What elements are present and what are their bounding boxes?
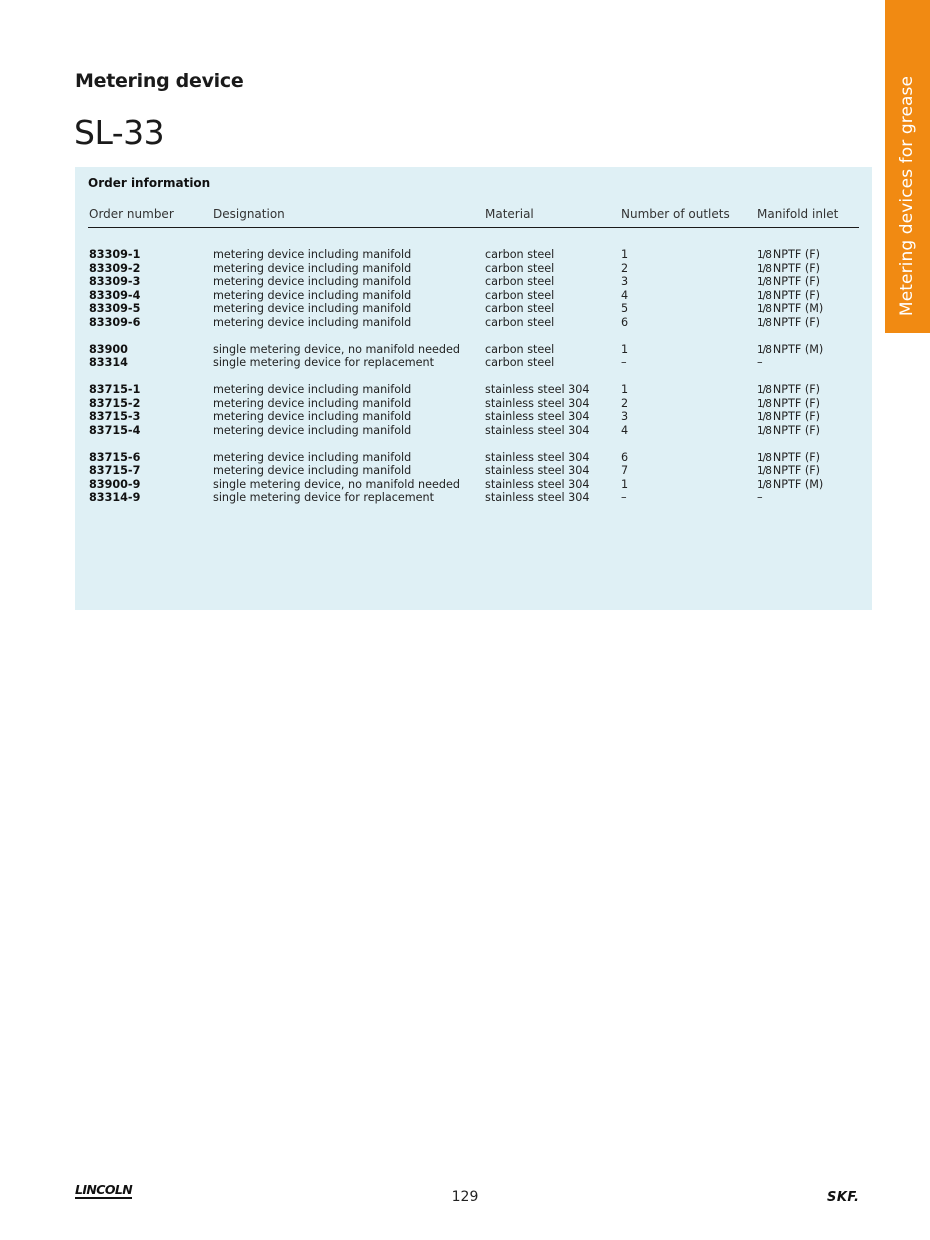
designation-cell: metering device including manifold — [213, 396, 412, 410]
outlets-cell: – — [621, 356, 627, 369]
material-cell: stainless steel 304 — [485, 464, 590, 477]
section-title: Metering device — [75, 70, 244, 92]
order-number-cell: 83309-4 — [89, 288, 141, 302]
outlets-cell: 4 — [621, 288, 629, 302]
table-row — [89, 316, 859, 330]
column-header-number-of-outlets: Number of outlets — [621, 207, 730, 221]
outlets-cell: – — [621, 491, 627, 504]
table-row — [89, 248, 859, 262]
manifold-inlet-text: – — [757, 491, 763, 504]
manifold-inlet-cell — [757, 478, 823, 493]
manifold-inlet-cell — [757, 302, 823, 317]
table-row — [89, 343, 859, 357]
material-cell: stainless steel 304 — [485, 450, 590, 464]
material-cell: stainless steel 304 — [485, 491, 590, 504]
table-row — [89, 383, 859, 397]
outlets-cell: 2 — [621, 261, 629, 275]
fraction-label: 1/8 — [757, 343, 771, 356]
fraction-label: 1/8 — [757, 465, 771, 477]
outlets-cell: 6 — [621, 315, 629, 329]
manifold-inlet-text: – — [757, 356, 763, 369]
manifold-inlet-cell — [757, 424, 820, 439]
manifold-inlet-cell — [757, 383, 820, 398]
manifold-inlet-cell — [757, 316, 820, 331]
designation-cell: single metering device for replacement — [213, 491, 435, 504]
material-cell: stainless steel 304 — [485, 396, 590, 410]
material-cell: carbon steel — [485, 302, 555, 315]
manifold-inlet-cell — [757, 491, 763, 505]
outlets-cell: 1 — [621, 342, 629, 356]
material-cell: carbon steel — [485, 315, 555, 329]
order-number-cell: 83900 — [89, 342, 128, 356]
order-information-box — [75, 167, 872, 610]
manifold-inlet-text: NPTF (M) — [772, 477, 824, 491]
manifold-inlet-text: NPTF (F) — [772, 450, 821, 464]
lincoln-logo: LINCOLN — [75, 1182, 133, 1197]
manifold-inlet-cell — [757, 262, 820, 277]
order-number-cell: 83314 — [89, 356, 128, 369]
designation-cell: single metering device, no manifold needed — [213, 342, 460, 356]
outlets-cell: 4 — [621, 423, 629, 437]
designation-cell: metering device including manifold — [213, 315, 412, 329]
order-number-cell: 83715-2 — [89, 396, 141, 410]
order-number-cell: 83900-9 — [89, 477, 141, 491]
manifold-inlet-text: NPTF (F) — [772, 288, 821, 302]
table-row — [89, 397, 859, 411]
designation-cell: metering device including manifold — [213, 450, 412, 464]
manifold-inlet-text: NPTF (M) — [772, 302, 824, 315]
manifold-inlet-text: NPTF (F) — [772, 315, 821, 329]
manifold-inlet-cell — [757, 464, 820, 479]
column-header-manifold-inlet: Manifold inlet — [757, 207, 839, 221]
table-row — [89, 275, 859, 289]
manifold-inlet-text: NPTF (F) — [772, 261, 821, 275]
side-tab-label: Metering devices for grease — [897, 75, 917, 317]
manifold-inlet-cell — [757, 410, 820, 425]
material-cell: carbon steel — [485, 275, 555, 288]
fraction-label: 1/8 — [757, 384, 771, 396]
designation-cell: metering device including manifold — [213, 410, 412, 423]
fraction-label: 1/8 — [757, 289, 771, 302]
manifold-inlet-text: NPTF (F) — [772, 275, 821, 288]
material-cell: stainless steel 304 — [485, 383, 590, 396]
fraction-label: 1/8 — [757, 276, 771, 288]
fraction-label: 1/8 — [757, 397, 771, 410]
order-number-cell: 83309-2 — [89, 261, 141, 275]
fraction-label: 1/8 — [757, 303, 771, 315]
table-row — [89, 451, 859, 465]
manifold-inlet-text: NPTF (F) — [772, 383, 821, 396]
manifold-inlet-text: NPTF (F) — [772, 396, 821, 410]
manifold-inlet-text: NPTF (F) — [772, 464, 821, 477]
manifold-inlet-cell — [757, 451, 820, 466]
outlets-cell: 5 — [621, 302, 629, 315]
outlets-cell: 3 — [621, 410, 629, 423]
side-tab — [885, 0, 930, 333]
order-number-cell: 83715-6 — [89, 450, 141, 464]
manifold-inlet-cell — [757, 343, 823, 358]
material-cell: stainless steel 304 — [485, 477, 590, 491]
order-number-cell: 83715-3 — [89, 410, 141, 423]
product-title: SL-33 — [74, 113, 165, 152]
order-number-cell: 83314-9 — [89, 491, 141, 504]
order-number-cell: 83715-7 — [89, 464, 141, 477]
order-number-cell: 83309-3 — [89, 275, 141, 288]
manifold-inlet-text: NPTF (F) — [772, 410, 821, 423]
designation-cell: metering device including manifold — [213, 261, 412, 275]
skf-logo: SKF. — [827, 1190, 860, 1205]
outlets-cell: 1 — [621, 383, 629, 396]
manifold-inlet-text: NPTF (F) — [772, 423, 821, 437]
manifold-inlet-cell — [757, 248, 820, 263]
material-cell: carbon steel — [485, 356, 555, 369]
material-cell: carbon steel — [485, 248, 555, 261]
designation-cell: single metering device for replacement — [213, 356, 435, 369]
manifold-inlet-cell — [757, 275, 820, 290]
outlets-cell: 7 — [621, 464, 629, 477]
material-cell: carbon steel — [485, 288, 555, 302]
column-header-material: Material — [485, 207, 534, 221]
order-number-cell: 83309-5 — [89, 302, 141, 315]
outlets-cell: 2 — [621, 396, 629, 410]
designation-cell: metering device including manifold — [213, 464, 412, 477]
table-row — [89, 478, 859, 492]
designation-cell: metering device including manifold — [213, 275, 412, 288]
designation-cell: metering device including manifold — [213, 248, 412, 261]
order-table-body — [89, 248, 859, 505]
manifold-inlet-text: NPTF (M) — [772, 342, 824, 356]
table-row — [89, 289, 859, 303]
order-number-cell: 83309-1 — [89, 248, 141, 261]
material-cell: stainless steel 304 — [485, 410, 590, 423]
material-cell: carbon steel — [485, 261, 555, 275]
fraction-label: 1/8 — [757, 478, 771, 491]
outlets-cell: 1 — [621, 477, 629, 491]
fraction-label: 1/8 — [757, 316, 771, 329]
header-divider — [88, 227, 859, 228]
designation-cell: metering device including manifold — [213, 383, 412, 396]
table-row — [89, 410, 859, 424]
outlets-cell: 3 — [621, 275, 629, 288]
outlets-cell: 1 — [621, 248, 629, 261]
table-row — [89, 491, 859, 505]
fraction-label: 1/8 — [757, 451, 771, 464]
fraction-label: 1/8 — [757, 262, 771, 275]
fraction-label: 1/8 — [757, 411, 771, 423]
order-information-heading: Order information — [88, 176, 211, 190]
designation-cell: metering device including manifold — [213, 423, 412, 437]
designation-cell: single metering device, no manifold needed — [213, 477, 460, 491]
material-cell: stainless steel 304 — [485, 423, 590, 437]
order-number-cell: 83715-1 — [89, 383, 141, 396]
table-row — [89, 464, 859, 478]
manifold-inlet-cell — [757, 356, 763, 370]
manifold-inlet-cell — [757, 397, 820, 412]
table-row — [89, 424, 859, 438]
table-header-row — [89, 207, 859, 221]
table-row — [89, 302, 859, 316]
fraction-label: 1/8 — [757, 249, 771, 261]
order-number-cell: 83309-6 — [89, 315, 141, 329]
table-row — [89, 356, 859, 370]
fraction-label: 1/8 — [757, 424, 771, 437]
table-row — [89, 262, 859, 276]
outlets-cell: 6 — [621, 450, 629, 464]
designation-cell: metering device including manifold — [213, 288, 412, 302]
designation-cell: metering device including manifold — [213, 302, 412, 315]
material-cell: carbon steel — [485, 342, 555, 356]
column-header-designation: Designation — [213, 207, 285, 221]
column-header-order-number: Order number — [89, 207, 174, 221]
manifold-inlet-text: NPTF (F) — [772, 248, 821, 261]
order-number-cell: 83715-4 — [89, 423, 141, 437]
manifold-inlet-cell — [757, 289, 820, 304]
page-number: 129 — [451, 1189, 479, 1205]
